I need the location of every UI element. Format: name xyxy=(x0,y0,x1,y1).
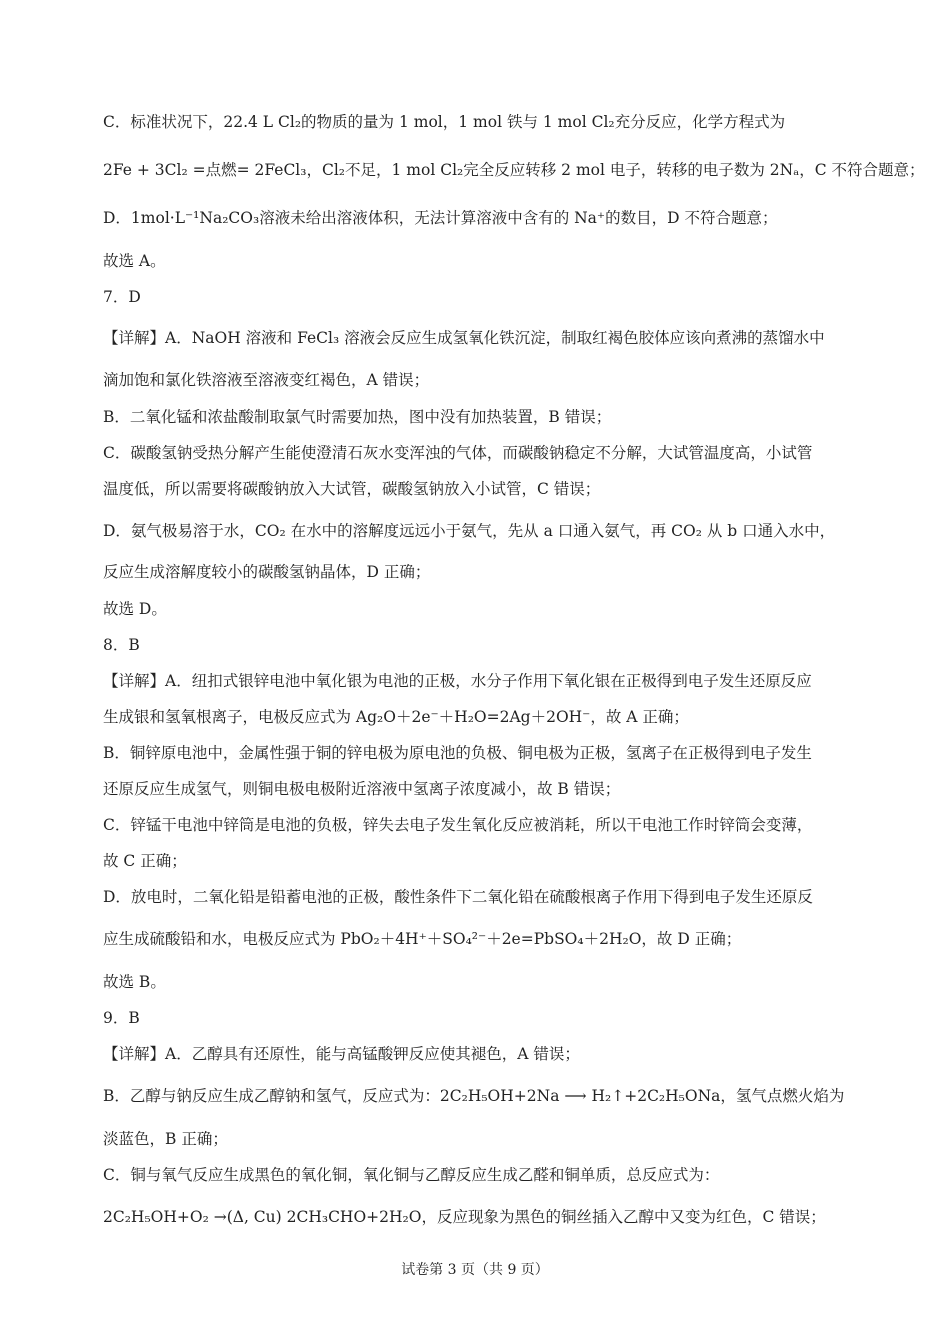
text-line: C．标准状况下，22.4 L Cl₂的物质的量为 1 mol，1 mol 铁与 1 mol Cl₂充分反应，化学方程式为 xyxy=(103,113,786,131)
question-answer: 9．B xyxy=(103,1009,140,1027)
text-line: D．氨气极易溶于水，CO₂ 在水中的溶解度远远小于氨气，先从 a 口通入氨气，再 CO₂ 从 b 口通入水中， xyxy=(103,522,836,540)
text-line: B．二氧化锰和浓盐酸制取氯气时需要加热，图中没有加热装置，B 错误； xyxy=(103,408,612,426)
page-footer: 试卷第 3 页（共 9 页） xyxy=(401,1262,549,1278)
text-line: 故选 B。 xyxy=(103,973,166,991)
text-line: 【详解】A．乙醇具有还原性，能与高锰酸钾反应使其褪色，A 错误； xyxy=(103,1045,580,1063)
text-line: D．1mol·L⁻¹Na₂CO₃溶液未给出溶液体积，无法计算溶液中含有的 Na⁺的数目，D 不符合题意； xyxy=(103,209,778,227)
text-line: 淡蓝色，B 正确； xyxy=(103,1130,228,1148)
text-line: D．放电时，二氧化铅是铅蓄电池的正极，酸性条件下二氧化铅在硫酸根离子作用下得到电子发生还原反 xyxy=(103,888,813,906)
text-line: 故选 A。 xyxy=(103,252,166,270)
question-answer: 7．D xyxy=(103,288,141,306)
text-line: 滴加饱和氯化铁溶液至溶液变红褐色，A 错误； xyxy=(103,371,430,389)
text-line: C．碳酸氢钠受热分解产生能使澄清石灰水变浑浊的气体，而碳酸钠稳定不分解，大试管温度高，小试管 xyxy=(103,444,813,462)
text-line: B．乙醇与钠反应生成乙醇钠和氢气，反应式为：2C₂H₅OH+2Na ⟶ H₂↑+2C₂H₅ONa，氢气点燃火焰为 xyxy=(103,1087,845,1105)
text-line: 2C₂H₅OH+O₂ →(Δ, Cu) 2CH₃CHO+2H₂O，反应现象为黑色的铜丝插入乙醇中又变为红色，C 错误； xyxy=(103,1208,826,1226)
text-line: C．铜与氧气反应生成黑色的氧化铜，氧化铜与乙醇反应生成乙醛和铜单质，总反应式为： xyxy=(103,1166,720,1184)
text-line: 【详解】A．纽扣式银锌电池中氧化银为电池的正极，水分子作用下氧化银在正极得到电子发生还原反应 xyxy=(103,672,812,690)
text-line: 温度低，所以需要将碳酸钠放入大试管，碳酸氢钠放入小试管，C 错误； xyxy=(103,480,601,498)
text-line: 反应生成溶解度较小的碳酸氢钠晶体，D 正确； xyxy=(103,563,431,581)
text-line: 还原反应生成氢气，则铜电极电极附近溶液中氢离子浓度减小，故 B 错误； xyxy=(103,780,621,798)
text-line: C．锌锰干电池中锌筒是电池的负极，锌失去电子发生氧化反应被消耗，所以干电池工作时锌筒会变薄， xyxy=(103,816,813,834)
text-line: 故选 D。 xyxy=(103,600,167,618)
question-answer: 8．B xyxy=(103,636,140,654)
text-line: 故 C 正确； xyxy=(103,852,187,870)
text-line: 生成银和氢氧根离子，电极反应式为 Ag₂O＋2e⁻＋H₂O=2Ag＋2OH⁻，故 A 正确； xyxy=(103,708,689,726)
text-line: 【详解】A．NaOH 溶液和 FeCl₃ 溶液会反应生成氢氧化铁沉淀，制取红褐色胶体应该向煮沸的蒸馏水中 xyxy=(103,329,825,347)
text-line: 应生成硫酸铅和水，电极反应式为 PbO₂＋4H⁺＋SO₄²⁻＋2e=PbSO₄＋2H₂O，故 D 正确； xyxy=(103,930,742,948)
text-line: B．铜锌原电池中，金属性强于铜的锌电极为原电池的负极、铜电极为正极，氢离子在正极得到电子发生 xyxy=(103,744,812,762)
text-line: 2Fe + 3Cl₂ =点燃= 2FeCl₃，Cl₂不足，1 mol Cl₂完全反应转移 2 mol 电子，转移的电子数为 2Nₐ，C 不符合题意； xyxy=(103,161,925,179)
